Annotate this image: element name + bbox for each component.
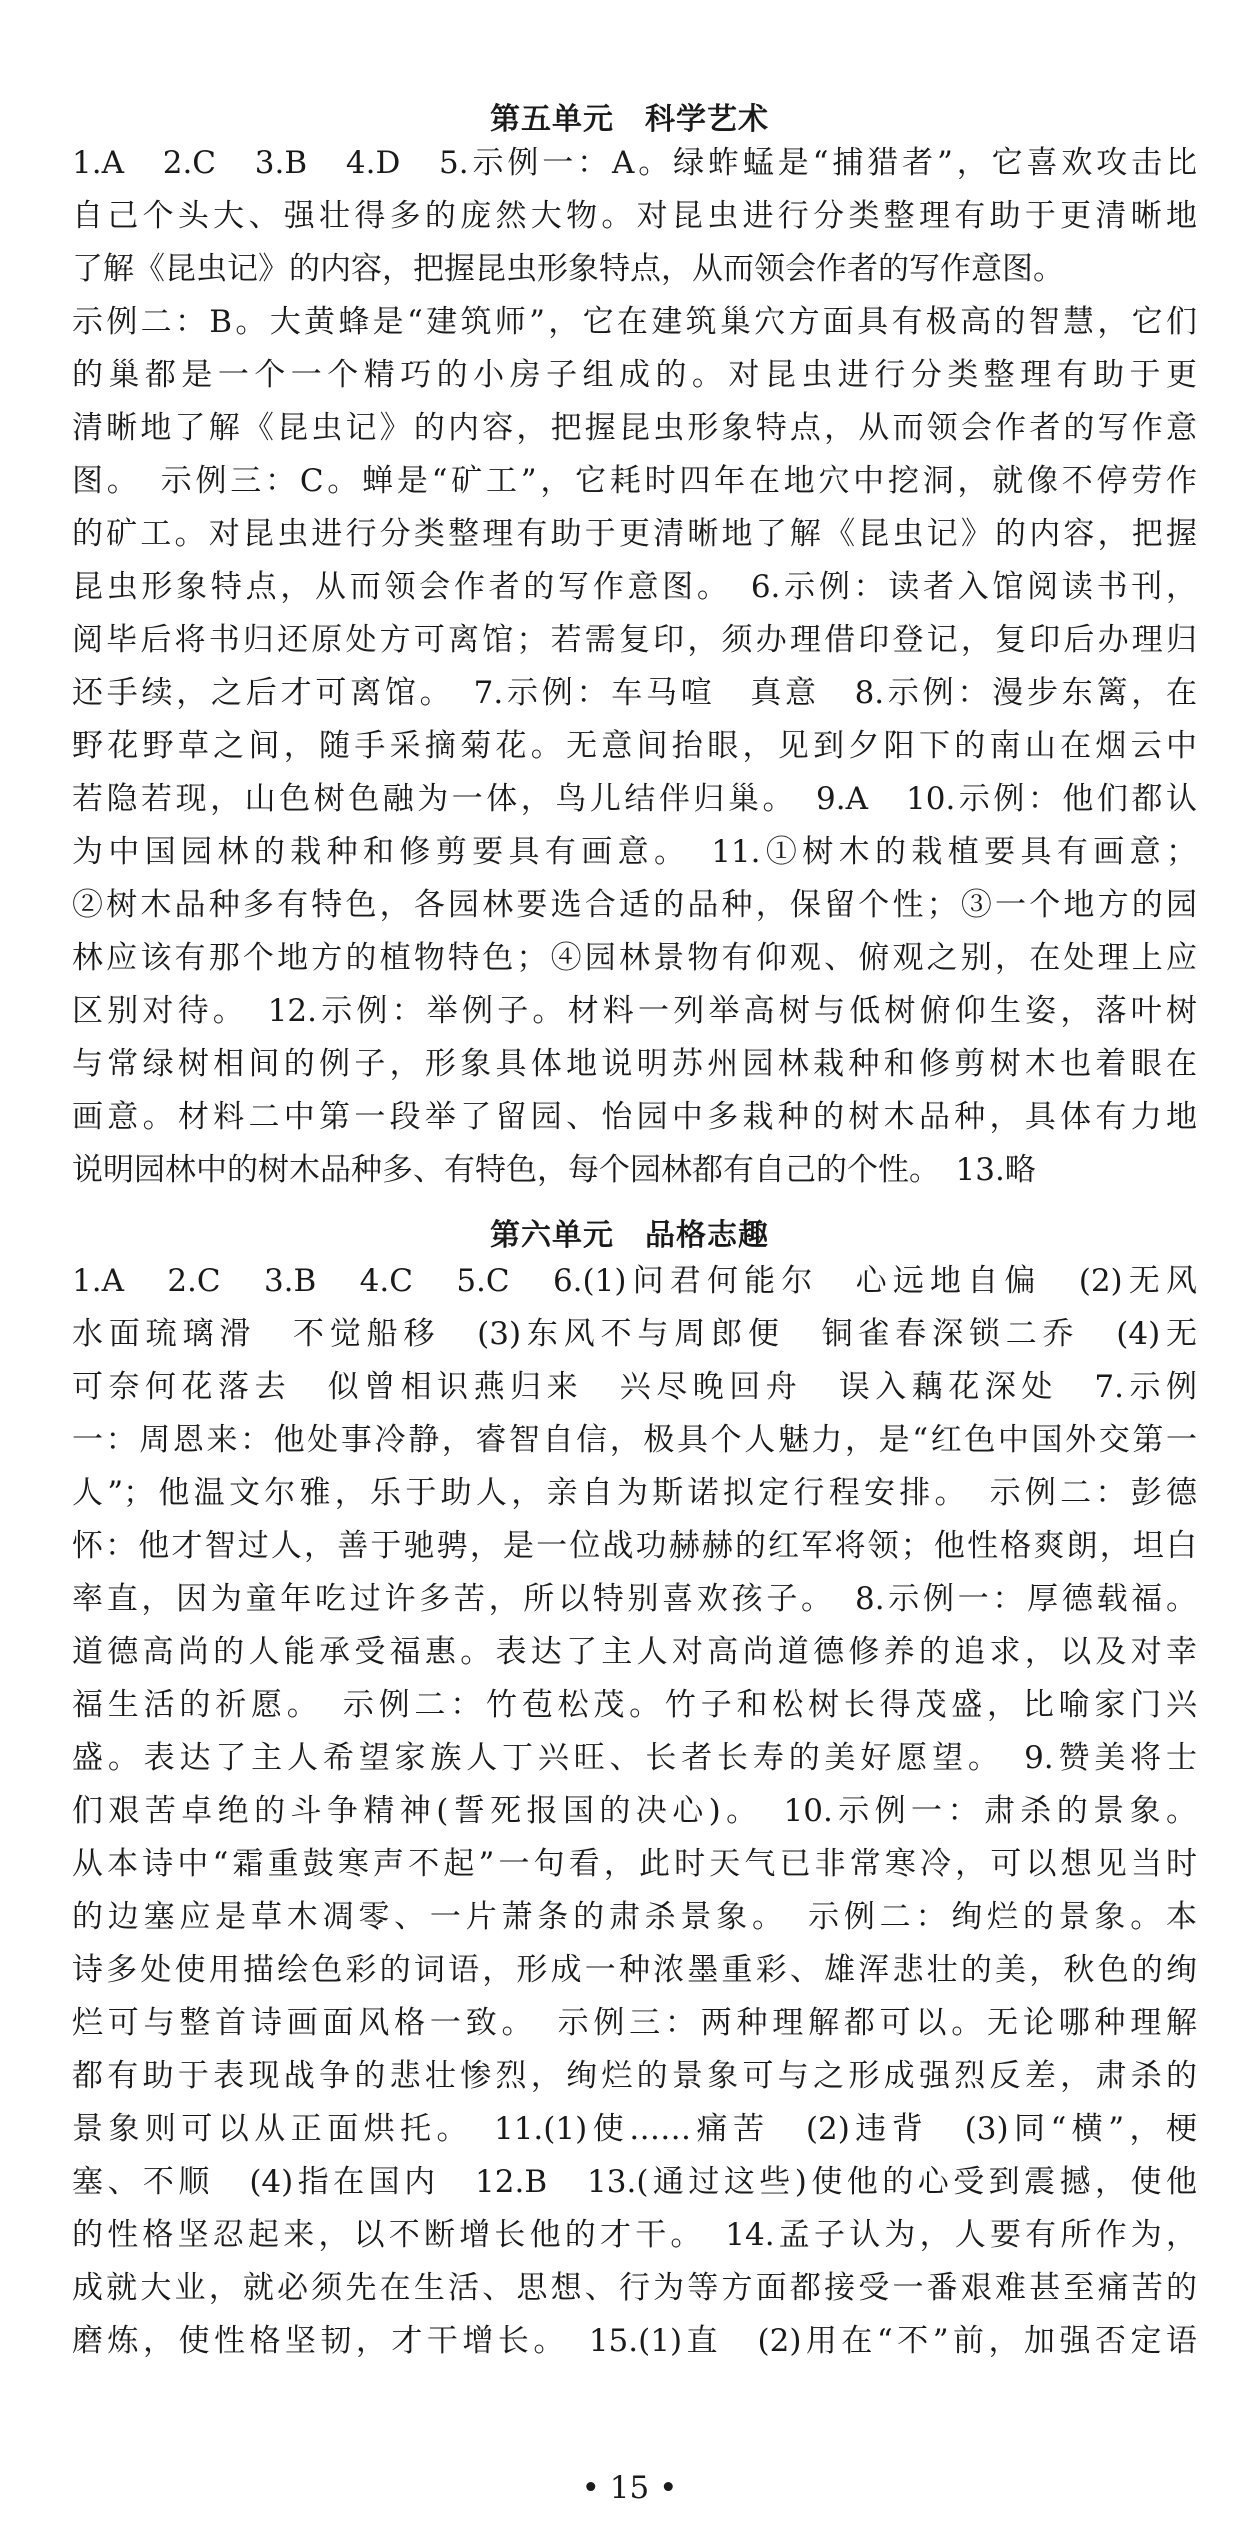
- text-line: 的边塞应是草木凋零、一片萧条的肃杀景象。 示例二：绚烂的景象。本: [72, 1899, 1197, 1935]
- text-line: 率直，因为童年吃过许多苦，所以特别喜欢孩子。 8.示例一：厚德载福。: [72, 1581, 1197, 1617]
- text-line: 清晰地了解《昆虫记》的内容，把握昆虫形象特点，从而领会作者的写作意: [72, 410, 1197, 446]
- text-line: 烂可与整首诗画面风格一致。 示例三：两种理解都可以。无论哪种理解: [72, 2005, 1197, 2041]
- text-line: 图。 示例三：C。蝉是“矿工”，它耗时四年在地穴中挖洞，就像不停劳作: [72, 463, 1197, 499]
- text-line: 可奈何花落去 似曾相识燕归来 兴尽晚回舟 误入藕花深处 7.示例: [72, 1369, 1197, 1405]
- text-line: 的矿工。对昆虫进行分类整理有助于更清晰地了解《昆虫记》的内容，把握: [72, 516, 1197, 552]
- text-line: 与常绿树相间的例子，形象具体地说明苏州园林栽种和修剪树木也着眼在: [72, 1046, 1197, 1082]
- text-line: 道德高尚的人能承受福惠。表达了主人对高尚道德修养的追求，以及对幸: [72, 1634, 1197, 1670]
- section-title-unit-6: 第六单元 品格志趣: [490, 1218, 769, 1253]
- text-line: 画意。材料二中第一段举了留园、怡园中多栽种的树木品种，具体有力地: [72, 1099, 1197, 1135]
- text-line: 成就大业，就必须先在生活、思想、行为等方面都接受一番艰难甚至痛苦的: [72, 2270, 1197, 2306]
- text-line: 水面琉璃滑 不觉船移 (3)东风不与周郎便 铜雀春深锁二乔 (4)无: [72, 1316, 1197, 1352]
- text-line: 林应该有那个地方的植物特色；④园林景物有仰观、俯观之别，在处理上应: [72, 940, 1197, 976]
- text-line: ②树木品种多有特色，各园林要选合适的品种，保留个性；③一个地方的园: [72, 887, 1197, 923]
- text-line: 都有助于表现战争的悲壮惨烈，绚烂的景象可与之形成强烈反差，肃杀的: [72, 2058, 1197, 2094]
- text-line: 一：周恩来：他处事冷静，睿智自信，极具个人魅力，是“红色中国外交第一: [72, 1422, 1197, 1458]
- text-line: 野花野草之间，随手采摘菊花。无意间抬眼，见到夕阳下的南山在烟云中: [72, 728, 1197, 764]
- text-line: 诗多处使用描绘色彩的词语，形成一种浓墨重彩、雄浑悲壮的美，秋色的绚: [72, 1952, 1197, 1988]
- text-line: 示例二：B。大黄蜂是“建筑师”，它在建筑巢穴方面具有极高的智慧，它们: [72, 304, 1197, 340]
- text-line: 的性格坚忍起来，以不断增长他的才干。 14.孟子认为，人要有所作为，: [72, 2217, 1197, 2253]
- text-line: 的巢都是一个一个精巧的小房子组成的。对昆虫进行分类整理有助于更: [72, 357, 1197, 393]
- page-number: • 15 •: [581, 2470, 678, 2506]
- text-line: 自己个头大、强壮得多的庞然大物。对昆虫进行分类整理有助于更清晰地: [72, 198, 1197, 234]
- text-line: 阅毕后将书归还原处方可离馆；若需复印，须办理借印登记，复印后办理归: [72, 622, 1197, 658]
- text-line: 怀：他才智过人，善于驰骋，是一位战功赫赫的红军将领；他性格爽朗，坦白: [72, 1528, 1197, 1564]
- text-line: 若隐若现，山色树色融为一体，鸟儿结伴归巢。 9.A 10.示例：他们都认: [72, 781, 1197, 817]
- text-line: 1.A 2.C 3.B 4.C 5.C 6.(1)问君何能尔 心远地自偏 (2)无风: [72, 1263, 1197, 1299]
- text-line: 1.A 2.C 3.B 4.D 5.示例一：A。绿蚱蜢是“捕猎者”，它喜欢攻击比: [72, 145, 1197, 181]
- text-line: 了解《昆虫记》的内容，把握昆虫形象特点，从而领会作者的写作意图。: [72, 251, 1064, 287]
- text-line: 福生活的祈愿。 示例二：竹苞松茂。竹子和松树长得茂盛，比喻家门兴: [72, 1687, 1197, 1723]
- section-title-unit-5: 第五单元 科学艺术: [490, 102, 769, 137]
- text-line: 人”；他温文尔雅，乐于助人，亲自为斯诺拟定行程安排。 示例二：彭德: [72, 1475, 1197, 1511]
- text-line: 还手续，之后才可离馆。 7.示例：车马喧 真意 8.示例：漫步东篱，在: [72, 675, 1197, 711]
- text-line: 区别对待。 12.示例：举例子。材料一列举高树与低树俯仰生姿，落叶树: [72, 993, 1197, 1029]
- text-line: 为中国园林的栽种和修剪要具有画意。 11.①树木的栽植要具有画意；: [72, 834, 1197, 870]
- text-line: 磨炼，使性格坚韧，才干增长。 15.(1)直 (2)用在“不”前，加强否定语: [72, 2323, 1197, 2359]
- text-line: 盛。表达了主人希望家族人丁兴旺、长者长寿的美好愿望。 9.赞美将士: [72, 1740, 1197, 1776]
- text-line: 景象则可以从正面烘托。 11.(1)使……痛苦 (2)违背 (3)同“横”，梗: [72, 2111, 1197, 2147]
- text-line: 们艰苦卓绝的斗争精神(誓死报国的决心)。 10.示例一：肃杀的景象。: [72, 1793, 1197, 1829]
- text-line: 从本诗中“霜重鼓寒声不起”一句看，此时天气已非常寒冷，可以想见当时: [72, 1846, 1197, 1882]
- text-line: 昆虫形象特点，从而领会作者的写作意图。 6.示例：读者入馆阅读书刊，: [72, 569, 1197, 605]
- text-line: 说明园林中的树木品种多、有特色，每个园林都有自己的个性。 13.略: [72, 1152, 1036, 1188]
- text-line: 塞、不顺 (4)指在国内 12.B 13.(通过这些)使他的心受到震撼，使他: [72, 2164, 1197, 2200]
